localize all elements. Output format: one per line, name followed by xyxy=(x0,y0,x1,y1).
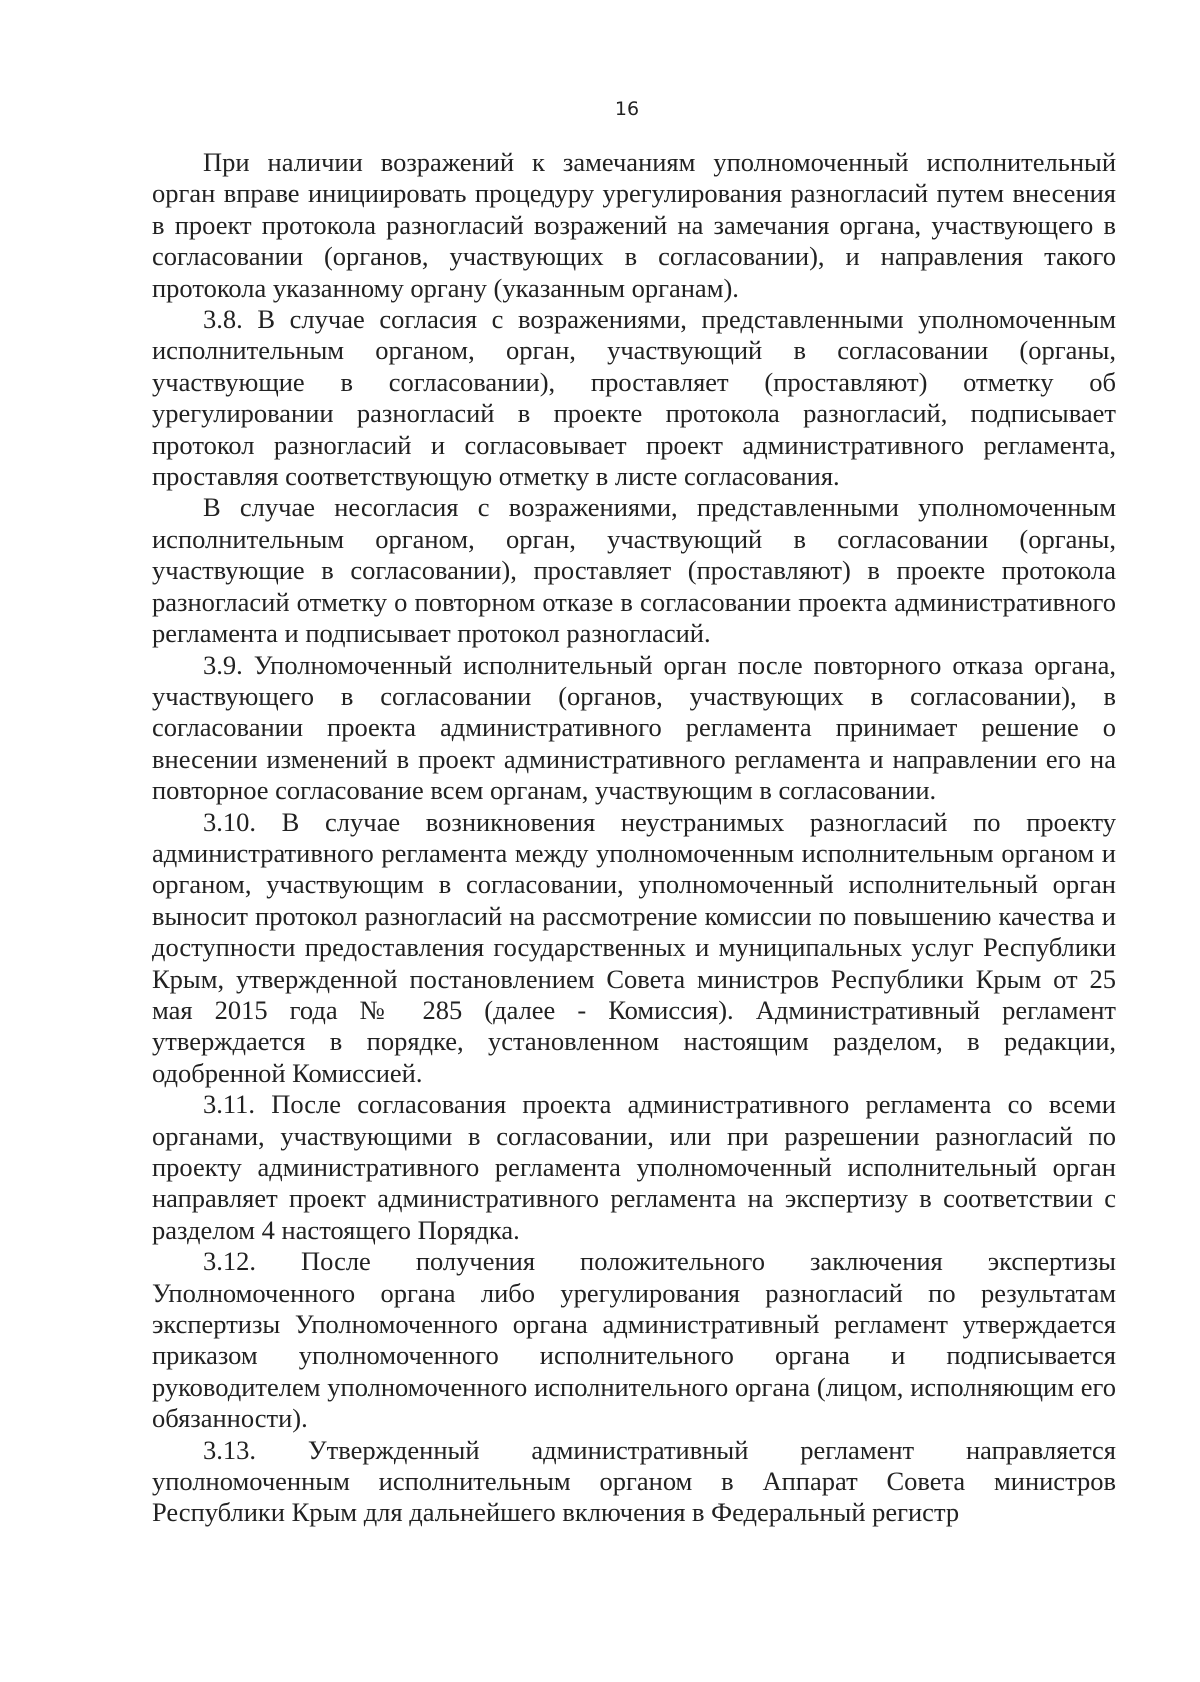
paragraph-3-12: 3.12. После получения положительного заключения экспертизы Уполномоченного органа либо урегулирования разногласий по результатам экспертизы Уполномоченного органа административный регламент утверждается приказом уполномоченного исполнительного органа и подписывается руководителем уполномоченного исполнительного органа (лицом, исполняющим его обязанности). xyxy=(152,1246,1116,1434)
paragraph-3-13: 3.13. Утвержденный административный регламент направляется уполномоченным исполнительным органом в Аппарат Совета министров Республики Крым для дальнейшего включения в Федеральный регистр xyxy=(152,1434,1116,1528)
paragraph-disagreement: В случае несогласия с возражениями, представленными уполномоченным исполнительным органом, орган, участвующий в согласовании (органы, участвующие в согласовании), проставляет (проставляют) в проекте протокола разногласий отметку о повторном отказе в согласовании проекта административного регламента и подписывает протокол разногласий. xyxy=(152,492,1116,649)
page-number: 16 xyxy=(614,98,640,120)
paragraph-3-11: 3.11. После согласования проекта административного регламента со всеми органами, участвующими в согласовании, или при разрешении разногласий по проекту административного регламента уполномоченный исполнительный орган направляет проект административного регламента на экспертизу в соответствии с разделом 4 настоящего Порядка. xyxy=(152,1089,1116,1245)
document-body xyxy=(152,147,1116,1529)
paragraph-3-10: 3.10. В случае возникновения неустранимых разногласий по проекту административного регламента между уполномоченным исполнительным органом и органом, участвующим в согласовании, уполномоченный исполнительный орган выносит протокол разногласий на рассмотрение комиссии по повышению качества и доступности предоставления государственных и муниципальных услуг Республики Крым, утвержденной постановлением Совета министров Республики Крым от 25 мая 2015 года № 285 (далее - Комиссия). Административный регламент утверждается в порядке, установленном настоящим разделом, в редакции, одобренной Комиссией. xyxy=(152,806,1116,1088)
paragraph-3-9: 3.9. Уполномоченный исполнительный орган после повторного отказа органа, участвующего в согласовании (органов, участвующих в согласовании), в согласовании проекта административного регламента принимает решение о внесении изменений в проект административного регламента и направлении его на повторное согласование всем органам, участвующим в согласовании. xyxy=(152,649,1116,806)
paragraph-objections-procedure: При наличии возражений к замечаниям уполномоченный исполнительный орган вправе инициировать процедуру урегулирования разногласий путем внесения в проект протокола разногласий возражений на замечания органа, участвующего в согласовании (органов, участвующих в согласовании), и направления такого протокола указанному органу (указанным органам). xyxy=(152,147,1116,303)
paragraph-3-8: 3.8. В случае согласия с возражениями, представленными уполномоченным исполнительным органом, орган, участвующий в согласовании (органы, участвующие в согласовании), проставляет (проставляют) отметку об урегулировании разногласий в проекте протокола разногласий, подписывает протокол разногласий и согласовывает проект административного регламента, проставляя соответствующую отметку в листе согласования. xyxy=(152,304,1116,492)
